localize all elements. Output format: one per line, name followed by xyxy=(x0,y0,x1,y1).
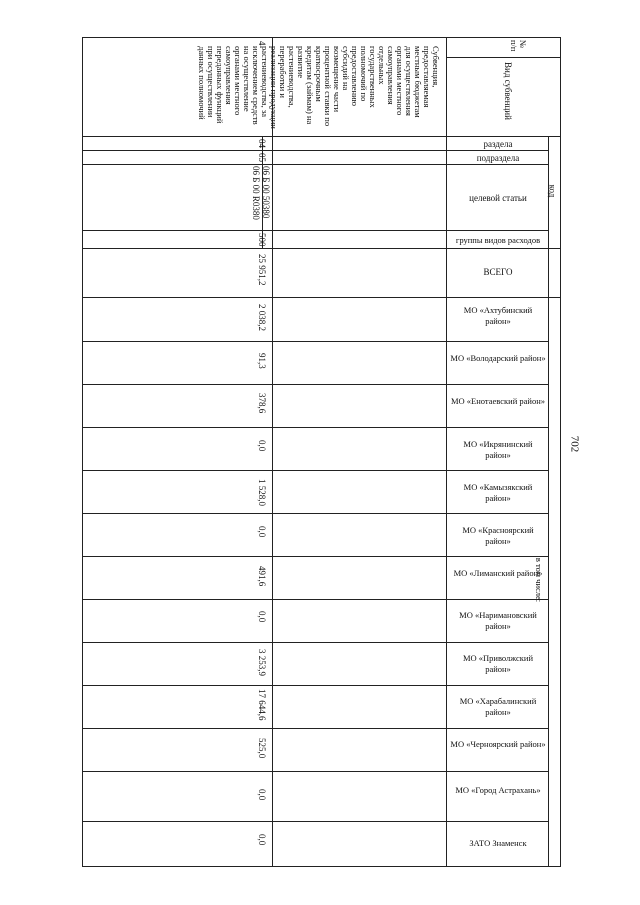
row-divider xyxy=(82,248,560,249)
target-code-2: 06 Б 00 R0380 xyxy=(251,166,261,220)
municipality-value: 525,0 xyxy=(257,738,267,759)
municipality-name: МО «Город Астрахань» xyxy=(455,785,541,795)
municipality-value: 0,0 xyxy=(257,440,267,452)
row-divider xyxy=(82,470,548,471)
subsection-header: подраздела xyxy=(476,153,520,163)
target-header: целевой статьи xyxy=(469,193,527,203)
row-divider xyxy=(82,230,548,231)
row-divider xyxy=(82,513,548,514)
expense-group-header: группы видов расходов xyxy=(455,235,541,245)
municipality-name: МО «Камызякский район» xyxy=(463,482,533,503)
municipality-name: МО «Ахтубинский район» xyxy=(463,305,533,326)
municipality-name: МО «Лиманский район» xyxy=(453,568,543,578)
code-header: код xyxy=(547,184,558,198)
subheader-column-divider xyxy=(548,136,549,867)
expense-group-code: 500 xyxy=(257,233,267,247)
municipality-value: 0,0 xyxy=(257,611,267,623)
row-number: 4 xyxy=(257,41,267,46)
municipality-name: МО «Харабалинский район» xyxy=(459,696,537,717)
table-top-border xyxy=(82,37,560,38)
subsection-code: 05 xyxy=(257,153,267,162)
row-divider xyxy=(82,685,548,686)
municipality-name: ЗАТО Знаменск xyxy=(469,838,527,848)
municipality-value: 378,6 xyxy=(257,393,267,414)
row-divider xyxy=(82,297,560,298)
header-column-divider xyxy=(446,37,447,867)
municipality-name: МО «Икрянинский район» xyxy=(463,439,533,460)
total-header: ВСЕГО xyxy=(483,267,513,277)
municipality-value: 3 253,9 xyxy=(257,649,267,676)
target-code-1: 06 Б 00 50380 xyxy=(261,166,271,219)
number-header: № п/п xyxy=(509,40,528,52)
section-header: раздела xyxy=(483,139,513,149)
row-divider xyxy=(82,427,548,428)
municipality-name: МО «Приволжский район» xyxy=(462,653,534,674)
row-divider xyxy=(82,150,548,151)
row-divider xyxy=(82,599,548,600)
municipality-name: МО «Наримановский район» xyxy=(459,610,537,631)
municipality-value: 2 038,2 xyxy=(257,304,267,331)
table-right-border xyxy=(560,37,561,867)
row-divider xyxy=(82,341,548,342)
municipality-name: МО «Черноярский район» xyxy=(450,739,546,749)
row-divider xyxy=(82,136,560,137)
subsidy-title: Субвенция, предоставляемая местным бюджетам для осуществления органами местного самоуправления отдельных государственных полномочий по предоставлению субсидий на возмещение части процентной ставки по краткосрочным кредитам (займам) на развитие растениеводства, переработки и реализации продукции растениеводства, за исключением средств на осуществление органами местного самоуправления переданных функций при осуществлении данных полномочий xyxy=(197,46,441,129)
including-header: в том числе: xyxy=(534,557,545,603)
row-divider xyxy=(82,164,548,165)
municipality-value: 17 644,6 xyxy=(257,689,267,721)
municipality-value: 91,3 xyxy=(257,353,267,369)
row-divider xyxy=(82,728,548,729)
page-number: 702 xyxy=(568,435,581,453)
row-divider xyxy=(82,556,548,557)
header-divider xyxy=(446,57,560,58)
row-divider xyxy=(82,821,548,822)
municipality-value: 0,0 xyxy=(257,789,267,801)
municipality-name: МО «Володарский район» xyxy=(450,353,546,363)
section-code: 04 xyxy=(257,139,267,148)
row-divider xyxy=(82,771,548,772)
total-value: 25 951,2 xyxy=(257,254,267,286)
municipality-value: 491,6 xyxy=(257,566,267,587)
municipality-value: 0,0 xyxy=(257,526,267,538)
table-bottom-border xyxy=(82,866,560,867)
municipality-value: 1 528,0 xyxy=(257,479,267,506)
data-column-divider xyxy=(272,37,273,867)
municipality-name: МО «Енотаевский район» xyxy=(450,396,546,406)
row-divider xyxy=(82,642,548,643)
municipality-value: 0,0 xyxy=(257,834,267,846)
row-divider xyxy=(82,384,548,385)
table-left-border xyxy=(82,37,83,867)
municipality-name: МО «Красноярский район» xyxy=(462,525,534,546)
type-header: Вид субвенций xyxy=(503,62,513,120)
